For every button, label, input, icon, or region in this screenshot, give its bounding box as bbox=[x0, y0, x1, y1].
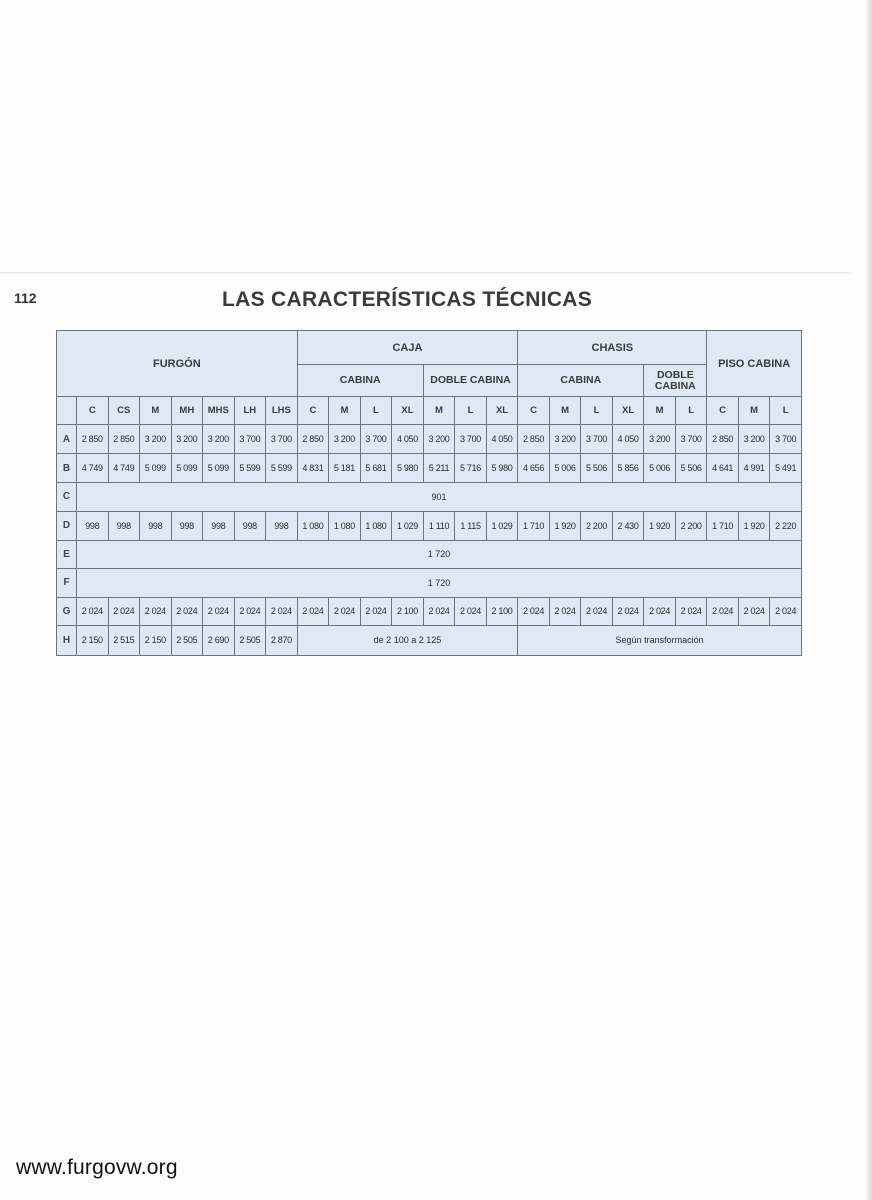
header-caja-cabina: CABINA bbox=[297, 365, 423, 397]
cell-g-17: 2 024 bbox=[581, 597, 613, 625]
row-d bbox=[57, 511, 802, 540]
column-header-mh-4: MH bbox=[171, 397, 203, 425]
cell-g-18: 2 024 bbox=[612, 597, 644, 625]
cell-b-1: 4 749 bbox=[77, 454, 109, 483]
row-label-b: B bbox=[57, 454, 77, 483]
cell-g-13: 2 024 bbox=[455, 597, 487, 625]
cell-d-16: 1 920 bbox=[549, 511, 581, 540]
column-header-xl-18: XL bbox=[612, 397, 644, 425]
cell-a-23: 3 700 bbox=[770, 425, 802, 454]
cell-a-11: 4 050 bbox=[392, 425, 424, 454]
column-header-m-3: M bbox=[140, 397, 172, 425]
cell-a-16: 3 200 bbox=[549, 425, 581, 454]
cell-h-caja-range: de 2 100 a 2 125 bbox=[297, 625, 518, 655]
cell-a-21: 2 850 bbox=[707, 425, 739, 454]
footer-website: www.furgovw.org bbox=[16, 1156, 178, 1179]
column-header-l-20: L bbox=[675, 397, 707, 425]
cell-b-7: 5 599 bbox=[266, 454, 298, 483]
cell-a-15: 2 850 bbox=[518, 425, 550, 454]
cell-d-5: 998 bbox=[203, 511, 235, 540]
cell-d-1: 998 bbox=[77, 511, 109, 540]
page-fold-line bbox=[0, 272, 852, 274]
cell-g-12: 2 024 bbox=[423, 597, 455, 625]
cell-b-3: 5 099 bbox=[140, 454, 172, 483]
cell-b-9: 5 181 bbox=[329, 454, 361, 483]
cell-d-11: 1 029 bbox=[392, 511, 424, 540]
row-label-c: C bbox=[57, 483, 77, 511]
cell-g-4: 2 024 bbox=[171, 597, 203, 625]
header-caja-doble-cabina: DOBLE CABINA bbox=[423, 365, 518, 397]
cell-g-16: 2 024 bbox=[549, 597, 581, 625]
cell-h-4: 2 505 bbox=[171, 625, 203, 655]
cell-b-15: 4 656 bbox=[518, 454, 550, 483]
cell-b-5: 5 099 bbox=[203, 454, 235, 483]
cell-g-3: 2 024 bbox=[140, 597, 172, 625]
cell-h-2: 2 515 bbox=[108, 625, 140, 655]
cell-a-18: 4 050 bbox=[612, 425, 644, 454]
cell-b-16: 5 006 bbox=[549, 454, 581, 483]
cell-a-5: 3 200 bbox=[203, 425, 235, 454]
cell-d-23: 2 220 bbox=[770, 511, 802, 540]
header-chasis-doble-cabina: DOBLE CABINA bbox=[644, 365, 707, 397]
cell-a-12: 3 200 bbox=[423, 425, 455, 454]
header-caja: CAJA bbox=[297, 331, 518, 365]
column-header-l-10: L bbox=[360, 397, 392, 425]
cell-b-18: 5 856 bbox=[612, 454, 644, 483]
row-label-g: G bbox=[57, 597, 77, 625]
column-header-m-22: M bbox=[738, 397, 770, 425]
cell-b-23: 5 491 bbox=[770, 454, 802, 483]
cell-d-18: 2 430 bbox=[612, 511, 644, 540]
cell-b-22: 4 991 bbox=[738, 454, 770, 483]
cell-a-1: 2 850 bbox=[77, 425, 109, 454]
column-header-xl-11: XL bbox=[392, 397, 424, 425]
column-header-m-12: M bbox=[423, 397, 455, 425]
cell-d-6: 998 bbox=[234, 511, 266, 540]
cell-a-9: 3 200 bbox=[329, 425, 361, 454]
row-h bbox=[57, 625, 802, 655]
header-furgon: FURGÓN bbox=[57, 331, 298, 397]
cell-b-17: 5 506 bbox=[581, 454, 613, 483]
cell-a-2: 2 850 bbox=[108, 425, 140, 454]
cell-d-19: 1 920 bbox=[644, 511, 676, 540]
column-header-row bbox=[57, 397, 802, 425]
column-header-m-19: M bbox=[644, 397, 676, 425]
column-header-l-23: L bbox=[770, 397, 802, 425]
cell-g-2: 2 024 bbox=[108, 597, 140, 625]
row-f bbox=[57, 568, 802, 597]
cell-a-22: 3 200 bbox=[738, 425, 770, 454]
cell-b-8: 4 831 bbox=[297, 454, 329, 483]
cell-b-14: 5 980 bbox=[486, 454, 518, 483]
row-e bbox=[57, 540, 802, 568]
cell-b-19: 5 006 bbox=[644, 454, 676, 483]
cell-d-8: 1 080 bbox=[297, 511, 329, 540]
cell-a-6: 3 700 bbox=[234, 425, 266, 454]
row-label-a: A bbox=[57, 425, 77, 454]
cell-g-8: 2 024 bbox=[297, 597, 329, 625]
cell-g-9: 2 024 bbox=[329, 597, 361, 625]
cell-h-3: 2 150 bbox=[140, 625, 172, 655]
column-header-lhs-7: LHS bbox=[266, 397, 298, 425]
cell-d-10: 1 080 bbox=[360, 511, 392, 540]
cell-g-1: 2 024 bbox=[77, 597, 109, 625]
cell-g-22: 2 024 bbox=[738, 597, 770, 625]
cell-d-20: 2 200 bbox=[675, 511, 707, 540]
column-header-m-9: M bbox=[329, 397, 361, 425]
cell-h-chasis-note: Según transformación bbox=[518, 625, 802, 655]
cell-a-17: 3 700 bbox=[581, 425, 613, 454]
cell-b-13: 5 716 bbox=[455, 454, 487, 483]
cell-b-21: 4 641 bbox=[707, 454, 739, 483]
cell-a-20: 3 700 bbox=[675, 425, 707, 454]
row-a bbox=[57, 425, 802, 454]
row-label-f: F bbox=[57, 568, 77, 597]
cell-g-10: 2 024 bbox=[360, 597, 392, 625]
cell-g-14: 2 100 bbox=[486, 597, 518, 625]
cell-a-10: 3 700 bbox=[360, 425, 392, 454]
cell-b-10: 5 681 bbox=[360, 454, 392, 483]
cell-d-21: 1 710 bbox=[707, 511, 739, 540]
cell-g-21: 2 024 bbox=[707, 597, 739, 625]
cell-g-15: 2 024 bbox=[518, 597, 550, 625]
cell-h-5: 2 690 bbox=[203, 625, 235, 655]
cell-d-22: 1 920 bbox=[738, 511, 770, 540]
cell-b-6: 5 599 bbox=[234, 454, 266, 483]
cell-d-9: 1 080 bbox=[329, 511, 361, 540]
column-header-l-13: L bbox=[455, 397, 487, 425]
cell-g-6: 2 024 bbox=[234, 597, 266, 625]
cell-d-14: 1 029 bbox=[486, 511, 518, 540]
cell-h-6: 2 505 bbox=[234, 625, 266, 655]
cell-g-19: 2 024 bbox=[644, 597, 676, 625]
cell-h-7: 2 870 bbox=[266, 625, 298, 655]
column-header-c-21: C bbox=[707, 397, 739, 425]
cell-h-1: 2 150 bbox=[77, 625, 109, 655]
row-label-e: E bbox=[57, 540, 77, 568]
row-c-value: 901 bbox=[77, 483, 802, 511]
cell-d-7: 998 bbox=[266, 511, 298, 540]
column-header-c-8: C bbox=[297, 397, 329, 425]
scan-edge bbox=[866, 0, 872, 1200]
cell-a-4: 3 200 bbox=[171, 425, 203, 454]
cell-b-4: 5 099 bbox=[171, 454, 203, 483]
cell-a-19: 3 200 bbox=[644, 425, 676, 454]
column-header-mhs-5: MHS bbox=[203, 397, 235, 425]
cell-a-14: 4 050 bbox=[486, 425, 518, 454]
corner-cell bbox=[57, 397, 77, 425]
row-g bbox=[57, 597, 802, 625]
page-title: LAS CARACTERÍSTICAS TÉCNICAS bbox=[222, 288, 593, 311]
header-chasis: CHASIS bbox=[518, 331, 707, 365]
column-header-l-17: L bbox=[581, 397, 613, 425]
column-header-cs-2: CS bbox=[108, 397, 140, 425]
cell-d-13: 1 115 bbox=[455, 511, 487, 540]
cell-d-3: 998 bbox=[140, 511, 172, 540]
row-e-value: 1 720 bbox=[77, 540, 802, 568]
row-f-value: 1 720 bbox=[77, 568, 802, 597]
cell-b-12: 5 211 bbox=[423, 454, 455, 483]
column-header-c-1: C bbox=[77, 397, 109, 425]
column-header-m-16: M bbox=[549, 397, 581, 425]
row-c bbox=[57, 483, 802, 511]
cell-a-13: 3 700 bbox=[455, 425, 487, 454]
technical-specs-table bbox=[56, 330, 802, 656]
column-header-lh-6: LH bbox=[234, 397, 266, 425]
cell-d-17: 2 200 bbox=[581, 511, 613, 540]
cell-a-3: 3 200 bbox=[140, 425, 172, 454]
header-piso-cabina: PISO CABINA bbox=[707, 331, 802, 397]
cell-b-20: 5 506 bbox=[675, 454, 707, 483]
cell-g-23: 2 024 bbox=[770, 597, 802, 625]
cell-d-2: 998 bbox=[108, 511, 140, 540]
header-chasis-cabina: CABINA bbox=[518, 365, 644, 397]
row-b bbox=[57, 454, 802, 483]
cell-g-7: 2 024 bbox=[266, 597, 298, 625]
cell-d-15: 1 710 bbox=[518, 511, 550, 540]
cell-b-2: 4 749 bbox=[108, 454, 140, 483]
cell-b-11: 5 980 bbox=[392, 454, 424, 483]
column-header-xl-14: XL bbox=[486, 397, 518, 425]
cell-g-5: 2 024 bbox=[203, 597, 235, 625]
page-number: 112 bbox=[14, 290, 37, 306]
column-header-c-15: C bbox=[518, 397, 550, 425]
cell-d-12: 1 110 bbox=[423, 511, 455, 540]
cell-g-11: 2 100 bbox=[392, 597, 424, 625]
row-label-d: D bbox=[57, 511, 77, 540]
cell-a-7: 3 700 bbox=[266, 425, 298, 454]
row-label-h: H bbox=[57, 625, 77, 655]
cell-g-20: 2 024 bbox=[675, 597, 707, 625]
cell-d-4: 998 bbox=[171, 511, 203, 540]
cell-a-8: 2 850 bbox=[297, 425, 329, 454]
